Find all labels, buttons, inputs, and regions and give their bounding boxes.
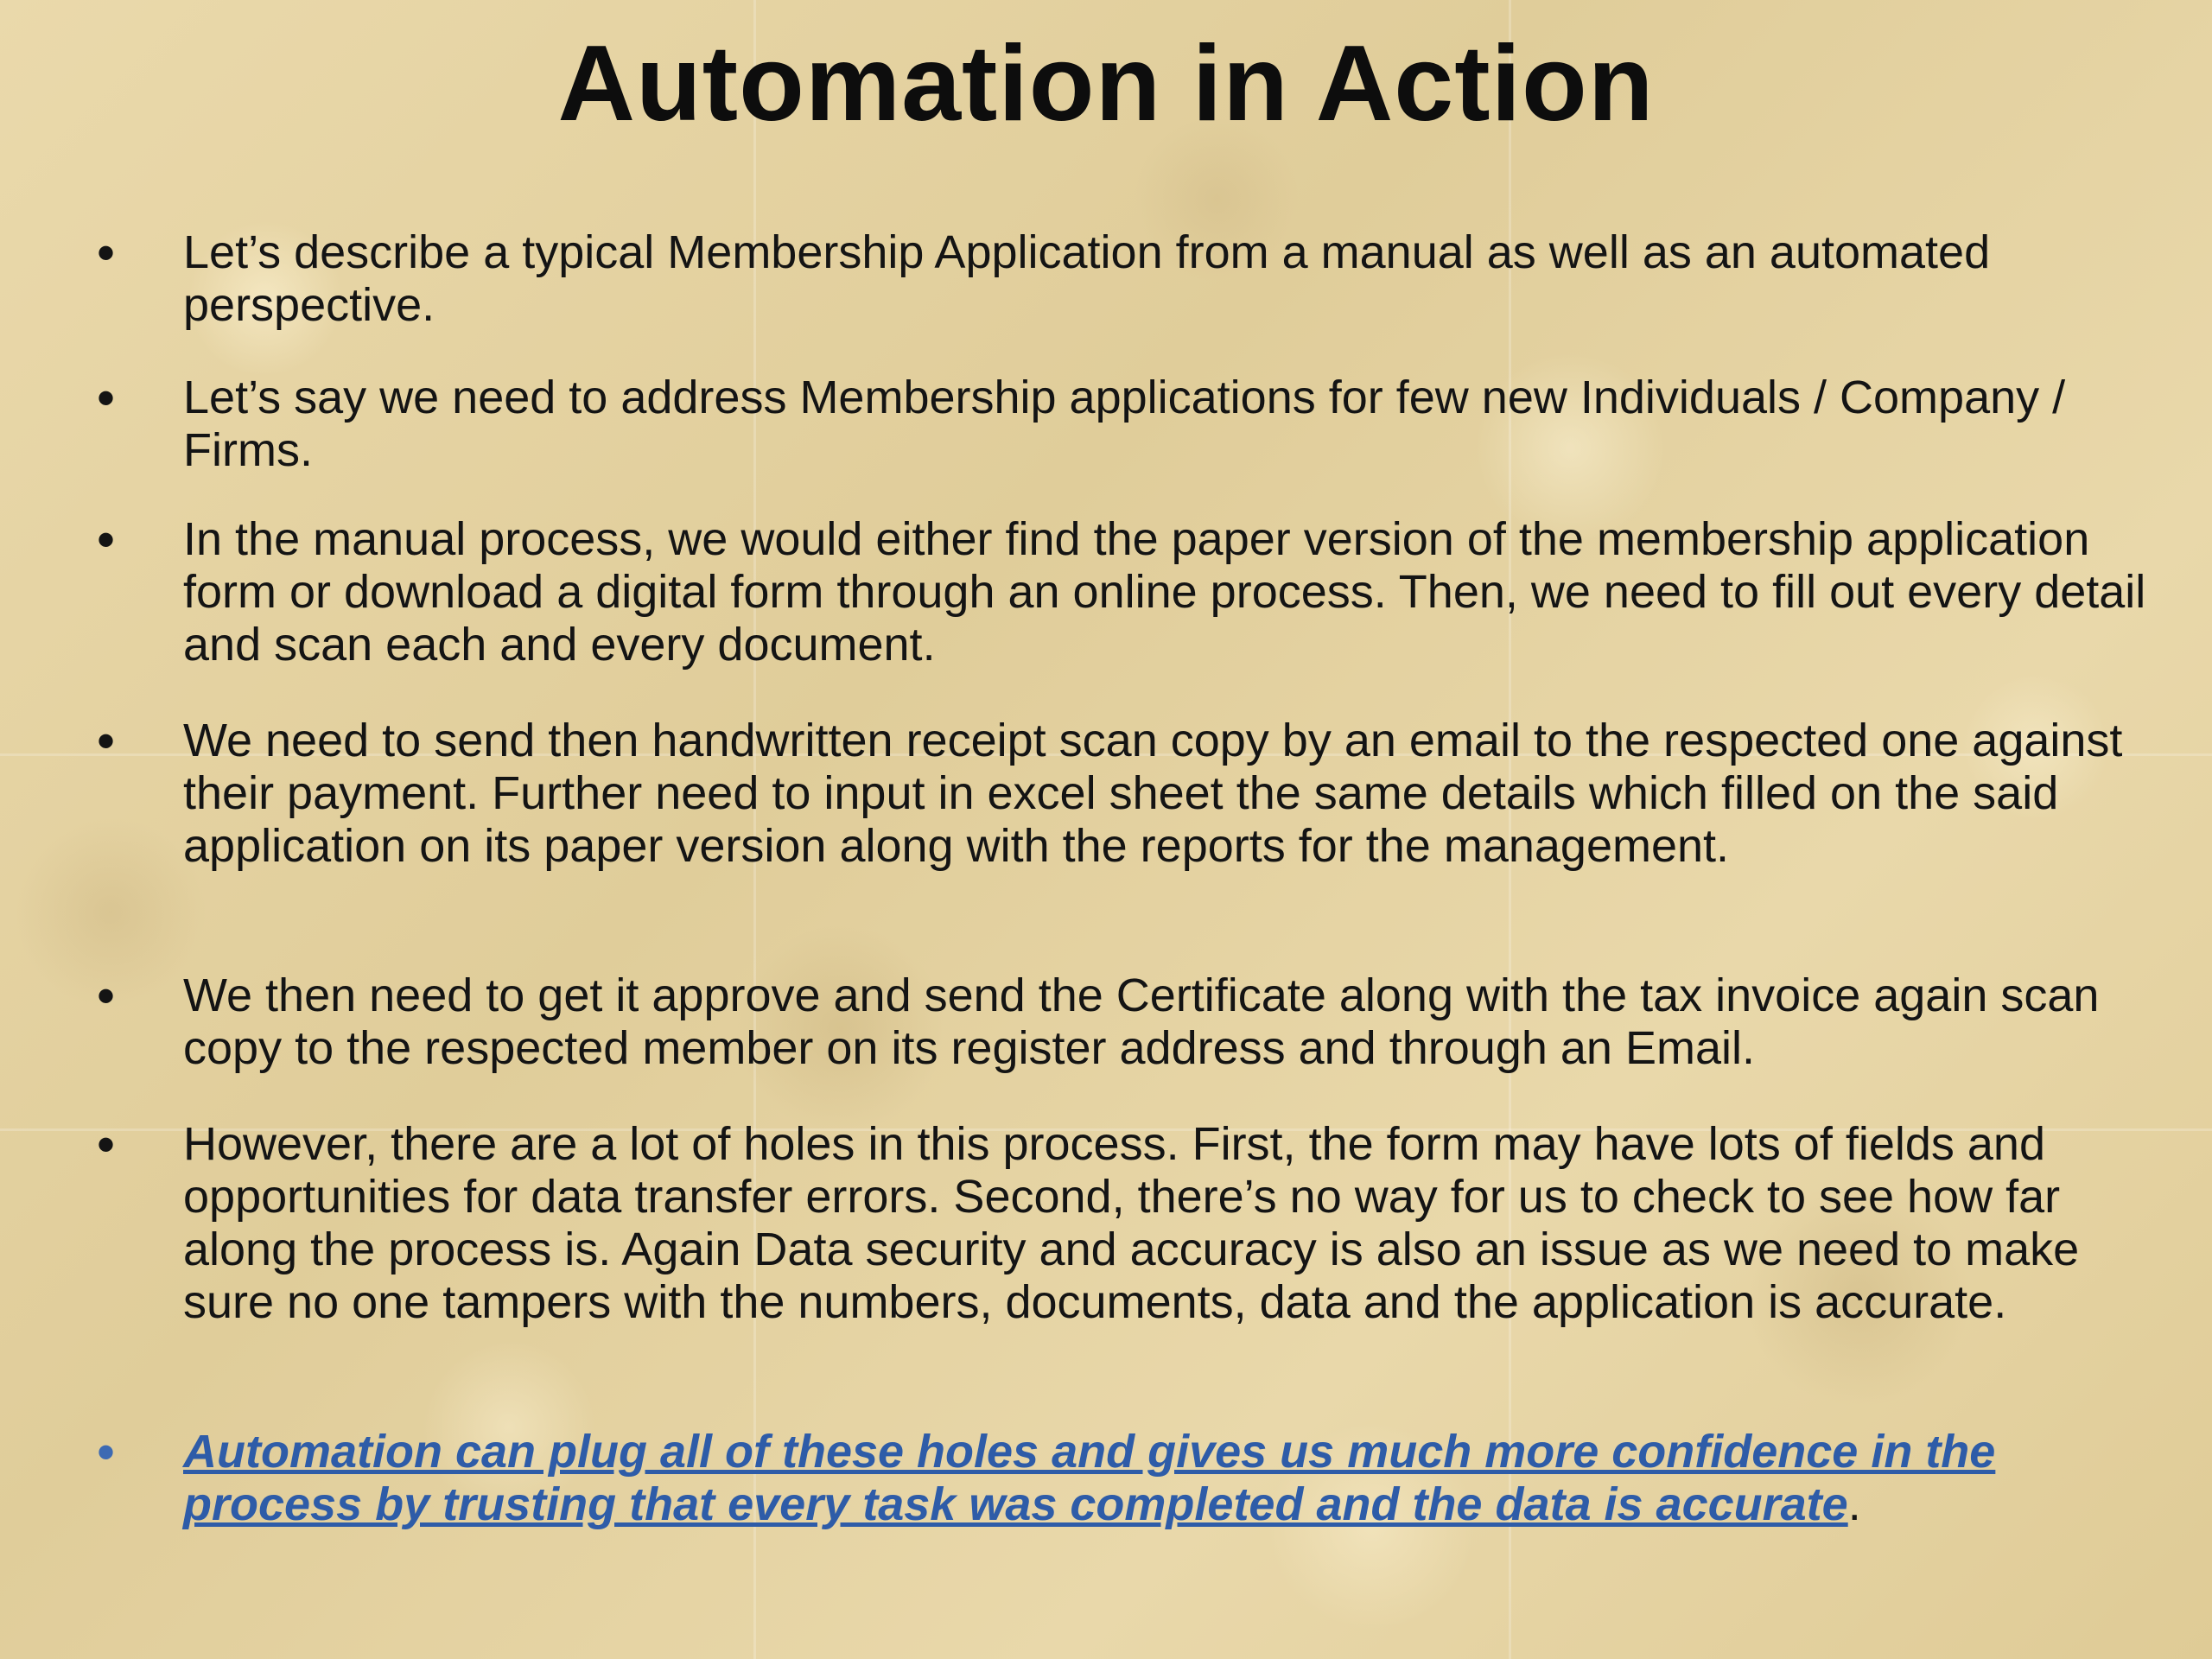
bullet-text: In the manual process, we would either find the paper version of the membership application form or download a digital form through an online process. Then, we need to fill out every detail and scan each and every document. — [183, 513, 2146, 671]
highlight-tail: . — [1847, 1478, 1861, 1530]
bullet-text: However, there are a lot of holes in this process. First, the form may have lots of fields and opportunities for data transfer errors. Second, there’s no way for us to check to see how far along the process is. Again Data security and accuracy is also an issue as we need to make sure no one tampers with the numbers, documents, data and the application is accurate. — [183, 1118, 2080, 1328]
slide-title: Automation in Action — [557, 24, 1655, 143]
automation-link[interactable]: Automation can plug all of these holes and gives us much more confidence in the process by trusting that every task was completed and the data is accurate — [183, 1426, 1996, 1530]
bullet-text: We then need to get it approve and send the Certificate along with the tax invoice again scan copy to the respected member on its register address and through an Email. — [183, 969, 2100, 1074]
bullet-icon: • — [97, 967, 116, 1025]
bullet-icon: • — [97, 511, 116, 569]
bullet-text: Let’s describe a typical Membership Application from a manual as well as an automated perspective. — [183, 226, 1991, 331]
bullet-icon: • — [97, 712, 116, 770]
bullet-icon: • — [97, 1116, 116, 1173]
bullet-text: Let’s say we need to address Membership applications for few new Individuals / Company / Firms. — [183, 372, 2066, 476]
bullet-icon: • — [97, 1423, 116, 1481]
bullet-icon: • — [97, 369, 116, 427]
bullet-text: We need to send then handwritten receipt scan copy by an email to the respected one against their payment. Further need to input in excel sheet the same details which filled on the said application on its paper version along with the reports for the management. — [183, 715, 2123, 872]
bullet-icon: • — [97, 224, 116, 282]
highlight-text — [183, 1426, 2171, 1531]
